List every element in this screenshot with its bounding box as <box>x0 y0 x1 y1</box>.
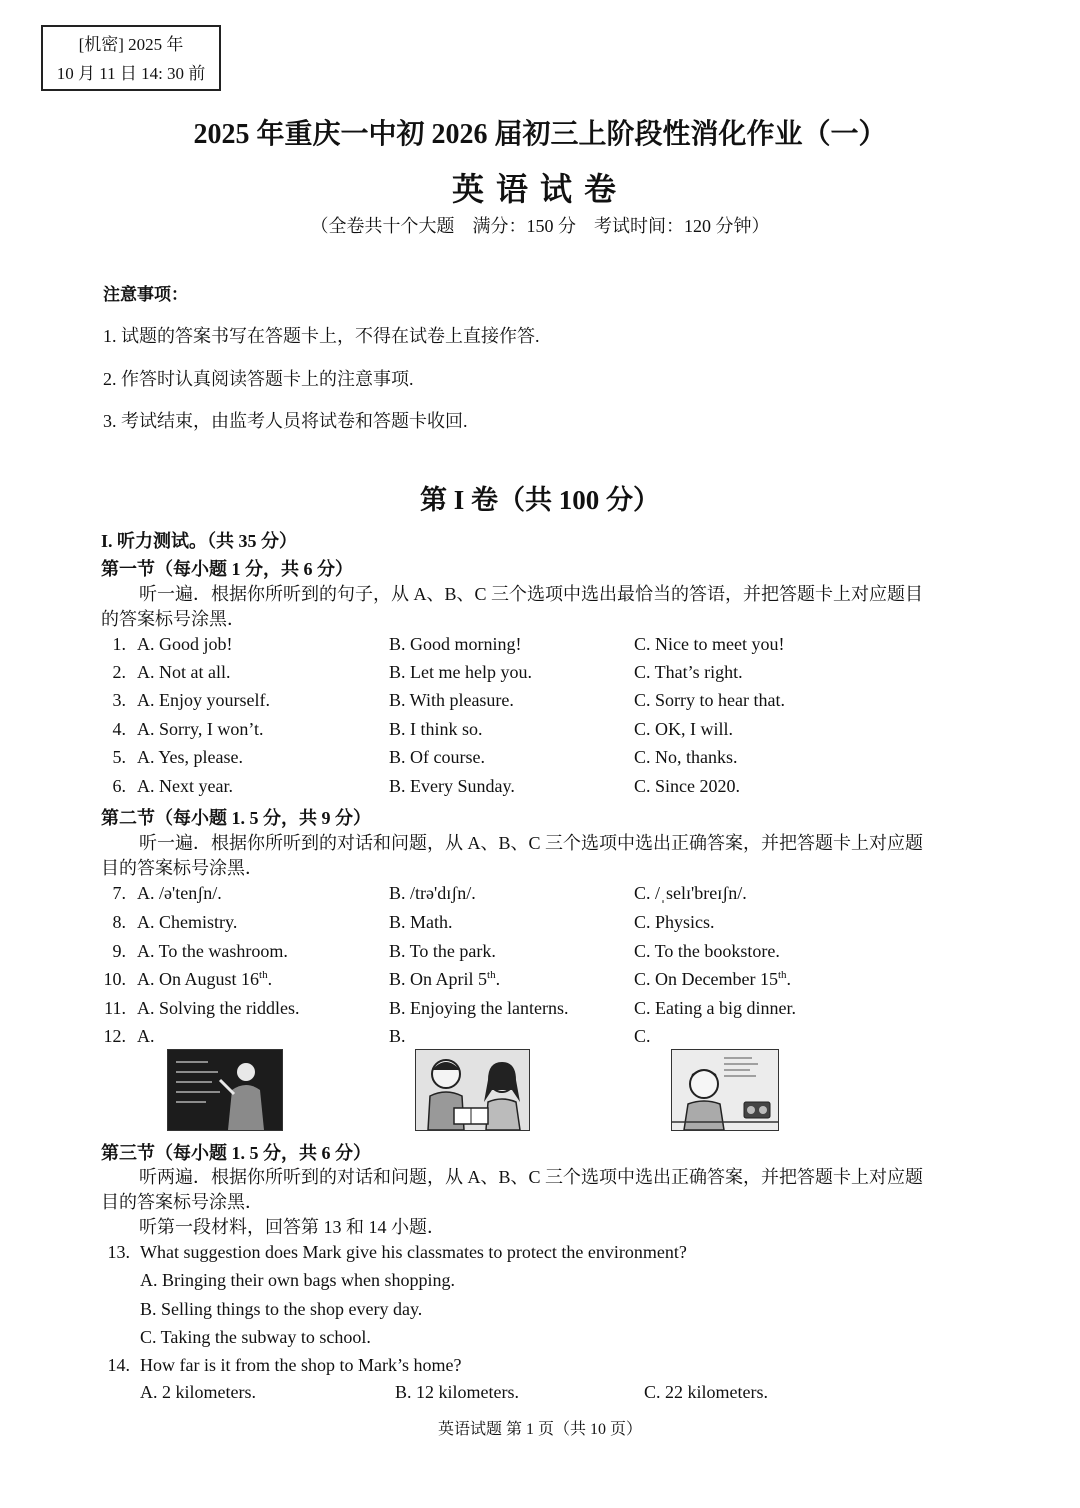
option-b: B. Math. <box>389 912 453 932</box>
question-number: 6. <box>112 776 126 796</box>
option-c: C. That’s right. <box>634 662 743 682</box>
instruction-1: 听一遍．根据你所听到的句子，从 A、B、C 三个选项中选出最恰当的答语，并把答题卡上对应题目 <box>139 584 924 604</box>
option-c: C. 22 kilometers. <box>644 1382 768 1402</box>
option-a: A. Sorry, I won’t. <box>137 719 264 739</box>
question-number: 11. <box>104 998 126 1018</box>
picture-kids-reading <box>415 1049 530 1131</box>
option-c: C. <box>634 1026 651 1046</box>
question-number: 1. <box>112 634 126 654</box>
option-c: C. No, thanks. <box>634 747 738 767</box>
option-b: B. Let me help you. <box>389 662 532 682</box>
question-row <box>0 690 1080 718</box>
notes-heading: 注意事项： <box>103 285 188 304</box>
option-a: A. 2 kilometers. <box>140 1382 256 1402</box>
question-row <box>0 1026 1080 1054</box>
option-a: A. Next year. <box>137 776 233 796</box>
question-row <box>0 747 1080 775</box>
option-a: A. Chemistry. <box>137 912 238 932</box>
option-c: C. /ˌselɪ'breɪʃn/. <box>634 883 747 903</box>
option-a: A. Solving the riddles. <box>137 998 300 1018</box>
question-row <box>0 719 1080 747</box>
option-row <box>0 1270 1080 1298</box>
question-number: 7. <box>112 883 126 903</box>
section-heading: I. 听力测试。（共 35 分） <box>101 531 298 551</box>
question-row <box>0 662 1080 690</box>
part-title: 第 I 卷（共 100 分） <box>419 485 660 515</box>
question-number: 9. <box>112 941 126 961</box>
option-b-text: B. On April 5 <box>389 969 488 989</box>
instruction-2-cont: 目的答案标号涂黑． <box>101 858 263 878</box>
option-b: B. To the park. <box>389 941 496 961</box>
option-b: B. /trə'dɪʃn/. <box>389 883 476 903</box>
question-number: 2. <box>112 662 126 682</box>
question-number: 14. <box>107 1355 130 1375</box>
option-c <box>634 969 791 990</box>
question-number: 8. <box>112 912 126 932</box>
confidential-line2: 10 月 11 日 14: 30 前 <box>56 64 206 83</box>
option-a: A. Yes, please. <box>137 747 243 767</box>
subject-title: 英语试卷 <box>451 171 628 207</box>
confidential-line1: [机密] 2025 年 <box>78 35 184 54</box>
subsection-heading-1: 第一节（每小题 1 分，共 6 分） <box>101 559 353 579</box>
option-a-text: A. On August 16 <box>137 969 260 989</box>
ordinal-suffix: th <box>487 969 496 981</box>
picture-boy-radio <box>671 1049 779 1131</box>
option-b: B. Good morning! <box>389 634 522 654</box>
option-c: C. OK, I will. <box>634 719 733 739</box>
instruction-3-cont: 目的答案标号涂黑． <box>101 1192 263 1212</box>
option-c: C. Physics. <box>634 912 715 932</box>
question-stem: What suggestion does Mark give his classmates to protect the environment? <box>140 1242 687 1262</box>
option-c: C. Taking the subway to school. <box>140 1327 371 1347</box>
option-b: B. Selling things to the shop every day. <box>140 1299 423 1319</box>
option-b: B. I think so. <box>389 719 483 739</box>
ordinal-suffix: th <box>259 969 268 981</box>
page-footer: 英语试题 第 1 页（共 10 页） <box>437 1421 642 1438</box>
option-a-end: . <box>267 969 273 989</box>
option-a: A. <box>137 1026 155 1046</box>
instruction-3: 听两遍．根据你所听到的对话和问题，从 A、B、C 三个选项中选出正确答案，并把答题卡上对应题 <box>139 1167 924 1187</box>
question-row <box>0 883 1080 911</box>
option-b <box>389 969 500 990</box>
option-a <box>137 969 272 990</box>
option-b: B. 12 kilometers. <box>395 1382 519 1402</box>
question-row <box>0 1355 1080 1383</box>
question-number: 10. <box>103 969 126 989</box>
question-number: 4. <box>112 719 126 739</box>
option-c: C. Sorry to hear that. <box>634 690 785 710</box>
option-b: B. Enjoying the lanterns. <box>389 998 569 1018</box>
question-row <box>0 969 1080 997</box>
note-item: 1. 试题的答案书写在答题卡上，不得在试卷上直接作答. <box>103 326 540 346</box>
option-b: B. Of course. <box>389 747 485 767</box>
question-stem: How far is it from the shop to Mark’s home? <box>140 1355 462 1375</box>
option-b: B. With pleasure. <box>389 690 514 710</box>
question-row <box>0 1242 1080 1270</box>
option-b: B. <box>389 1026 406 1046</box>
option-c: C. Eating a big dinner. <box>634 998 796 1018</box>
option-row <box>0 1327 1080 1355</box>
question-number: 5. <box>112 747 126 767</box>
exam-title: 2025 年重庆一中初 2026 届初三上阶段性消化作业（一） <box>193 119 887 150</box>
instruction-2: 听一遍．根据你所听到的对话和问题，从 A、B、C 三个选项中选出正确答案，并把答题卡上对应题 <box>139 833 924 853</box>
question-row <box>0 912 1080 940</box>
option-c: C. Nice to meet you! <box>634 634 785 654</box>
question-number: 3. <box>112 690 126 710</box>
option-c: C. To the bookstore. <box>634 941 780 961</box>
option-b: B. Every Sunday. <box>389 776 515 796</box>
subsection-heading-3: 第三节（每小题 1. 5 分，共 6 分） <box>101 1143 371 1163</box>
note-item: 3. 考试结束，由监考人员将试卷和答题卡收回. <box>103 411 468 431</box>
material-instruction: 听第一段材料，回答第 13 和 14 小题． <box>139 1217 445 1237</box>
option-row <box>0 1299 1080 1327</box>
exam-info: （全卷共十个大题 满分：150 分 考试时间：120 分钟） <box>310 216 770 236</box>
note-item: 2. 作答时认真阅读答题卡上的注意事项. <box>103 369 414 389</box>
option-row <box>0 1382 1080 1410</box>
ordinal-suffix: th <box>777 969 787 981</box>
question-row <box>0 998 1080 1026</box>
confidential-box <box>41 25 221 91</box>
instruction-1-cont: 的答案标号涂黑． <box>101 609 245 629</box>
option-c: C. Since 2020. <box>634 776 740 796</box>
option-a: A. Good job! <box>137 634 233 654</box>
option-a: A. Enjoy yourself. <box>137 690 270 710</box>
question-number: 12. <box>103 1026 126 1046</box>
picture-teacher-blackboard <box>167 1049 283 1131</box>
option-a: A. /ə'tenʃn/. <box>137 883 222 903</box>
subsection-heading-2: 第二节（每小题 1. 5 分，共 9 分） <box>101 808 371 828</box>
option-a: A. To the washroom. <box>137 941 288 961</box>
option-c-text: C. On December 15 <box>634 969 778 989</box>
question-number: 13. <box>107 1242 130 1262</box>
question-row <box>0 941 1080 969</box>
option-a: A. Not at all. <box>137 662 231 682</box>
question-row <box>0 634 1080 662</box>
option-b-end: . <box>495 969 501 989</box>
question-row <box>0 776 1080 804</box>
option-c-end: . <box>786 969 792 989</box>
option-a: A. Bringing their own bags when shopping. <box>140 1270 455 1290</box>
